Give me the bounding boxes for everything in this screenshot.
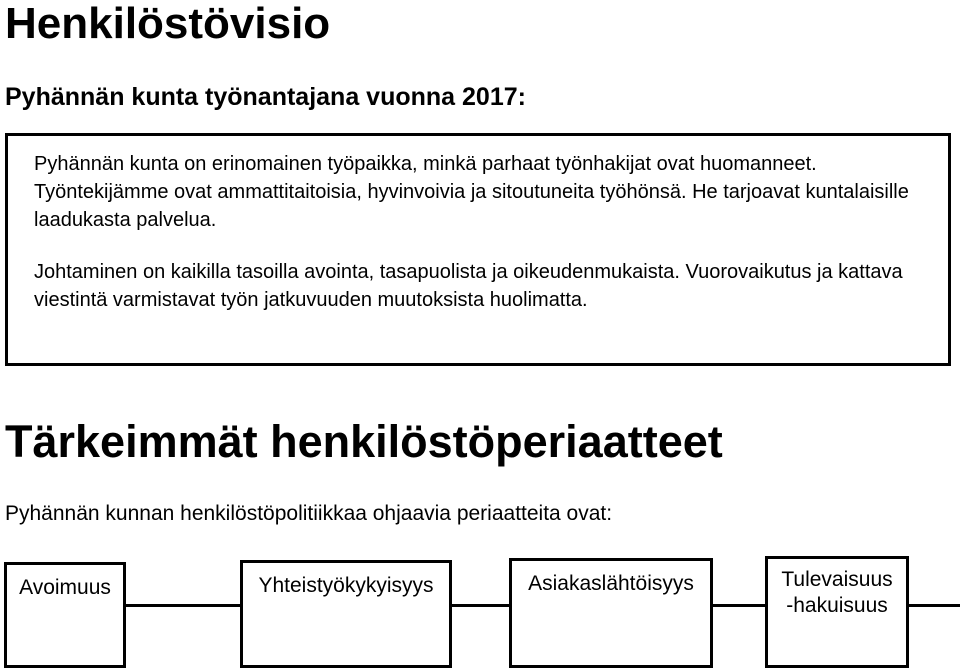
- connector-line: [452, 604, 509, 607]
- principle-box-tulevaisuushakuisuus: [765, 556, 909, 668]
- connector-line: [126, 604, 240, 607]
- principle-box-yhteistyokykyisyys: [240, 560, 452, 668]
- vision-box: [5, 133, 951, 366]
- vision-subtitle: Pyhännän kunta työnantajana vuonna 2017:: [5, 83, 526, 111]
- section-title: Tärkeimmät henkilöstöperiaatteet: [5, 416, 723, 467]
- vision-paragraph-2: Johtaminen on kaikilla tasoilla avointa, tasapuolista ja oikeudenmukaista. Vuorovaikutus ja kattava viestintä varmistavat työn jatkuvuuden muutoksista huolimatta.: [34, 261, 903, 311]
- connector-line: [909, 604, 960, 607]
- principle-box-avoimuus: [4, 562, 126, 668]
- page-title: Henkilöstövisio: [5, 0, 331, 48]
- principle-label: Yhteistyökykyisyys: [258, 574, 434, 597]
- principle-box-asiakaslahtoisyys: [509, 558, 713, 668]
- principle-label: Tulevaisuus -hakuisuus: [781, 568, 893, 617]
- vision-paragraph-1: Pyhännän kunta on erinomainen työpaikka, minkä parhaat työnhakijat ovat huomanneet. Työntekijämme ovat ammattitaitoisia, hyvinvoivia ja sitoutuneita työhönsä. He tarjoavat kuntalaisille laadukasta palvelua.: [34, 153, 909, 231]
- principle-label: Avoimuus: [19, 576, 111, 599]
- connector-line: [713, 604, 765, 607]
- principle-label: Asiakaslähtöisyys: [528, 572, 694, 595]
- principles-intro: Pyhännän kunnan henkilöstöpolitiikkaa ohjaavia periaatteita ovat:: [5, 502, 613, 525]
